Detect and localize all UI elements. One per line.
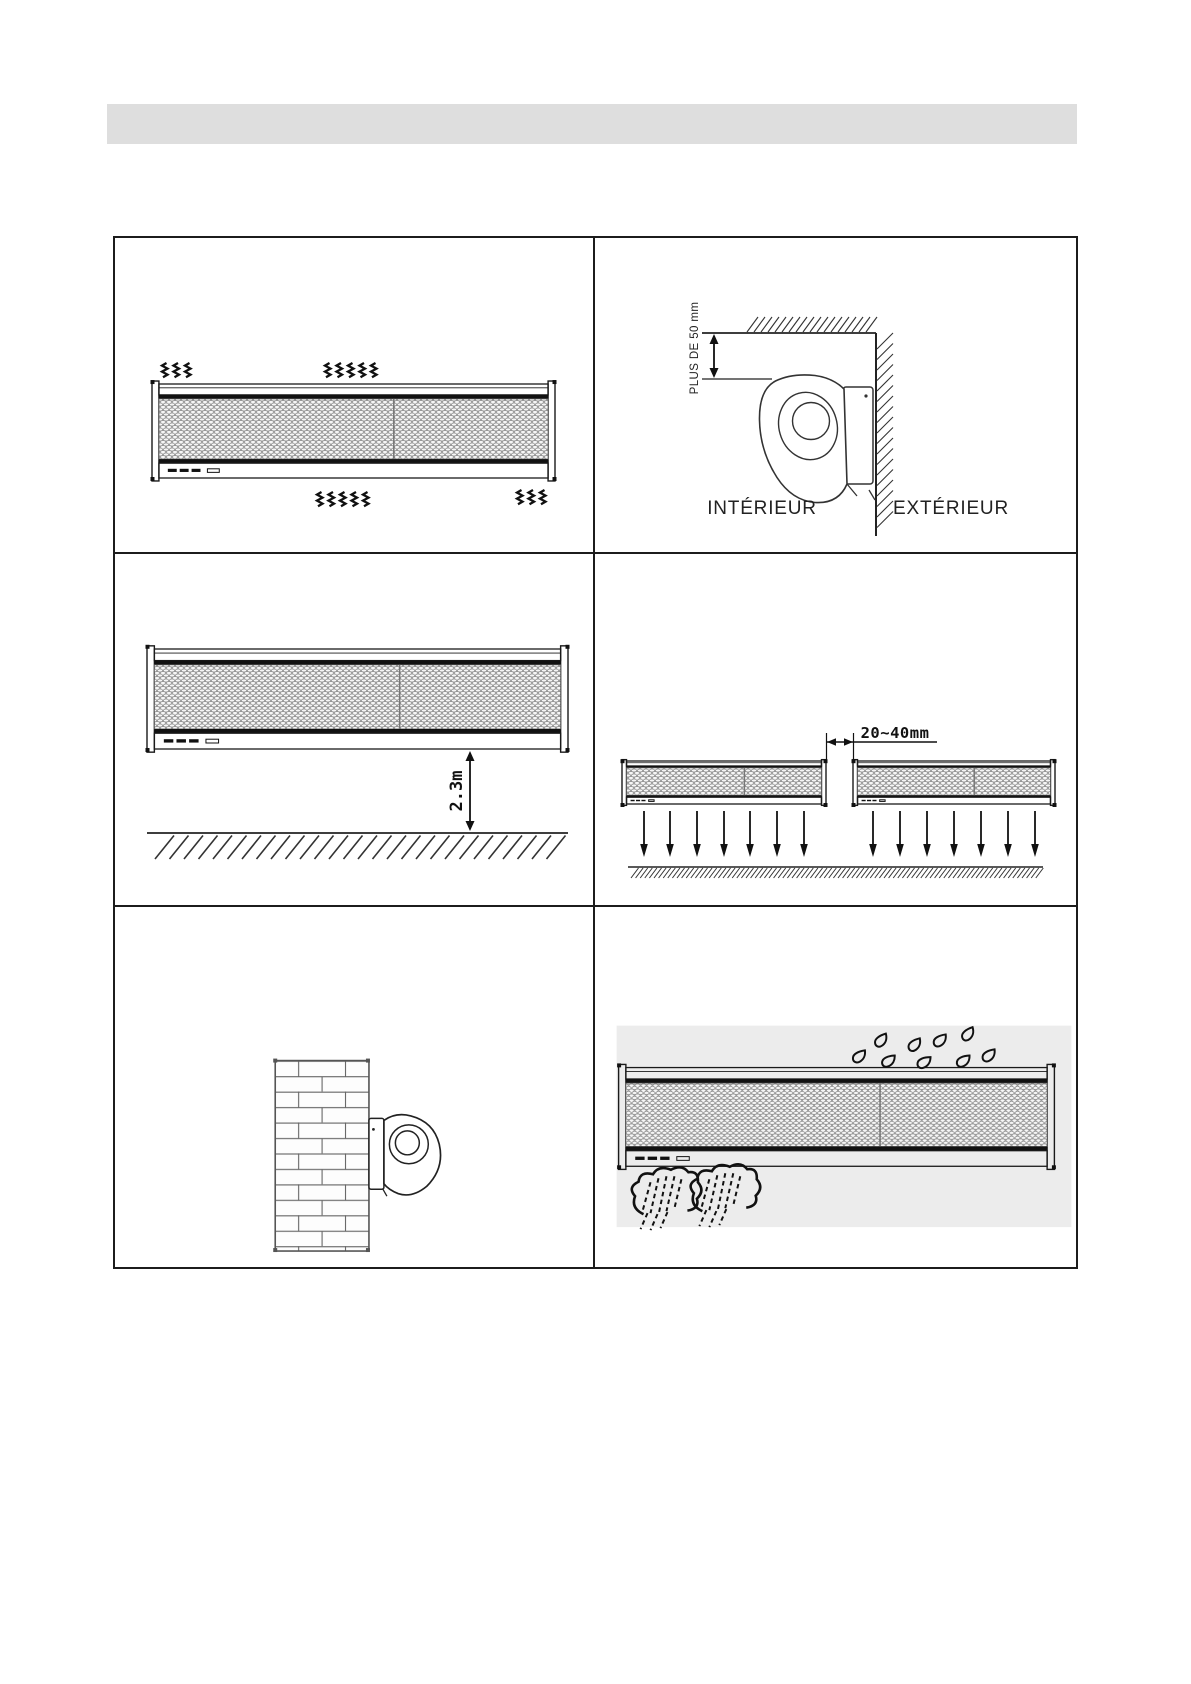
mounting-height-diagram xyxy=(115,554,593,905)
height-dimension-label: 2.3m xyxy=(447,770,467,812)
gap-dimension-label: 20~40mm xyxy=(860,724,930,742)
airflow-front-view-diagram xyxy=(115,238,593,552)
cell-water-warning xyxy=(595,907,1076,1267)
cell-wall-clearance xyxy=(595,238,1076,554)
interior-label: INTÉRIEUR xyxy=(707,498,817,519)
exterior-label: EXTÉRIEUR xyxy=(893,498,1009,519)
water-exposure-diagram xyxy=(595,907,1076,1267)
unit-spacing-diagram xyxy=(595,554,1076,905)
wall-mount-diagram xyxy=(115,907,593,1267)
diagram-grid xyxy=(113,236,1078,1269)
clearance-dimension-label: PLUS DE 50 mm xyxy=(689,301,701,395)
cell-airflow-front-view xyxy=(115,238,595,554)
cell-mounting-height xyxy=(115,554,595,907)
cell-unit-spacing xyxy=(595,554,1076,907)
cell-wall-mount-side xyxy=(115,907,595,1267)
header-bar xyxy=(107,104,1077,144)
